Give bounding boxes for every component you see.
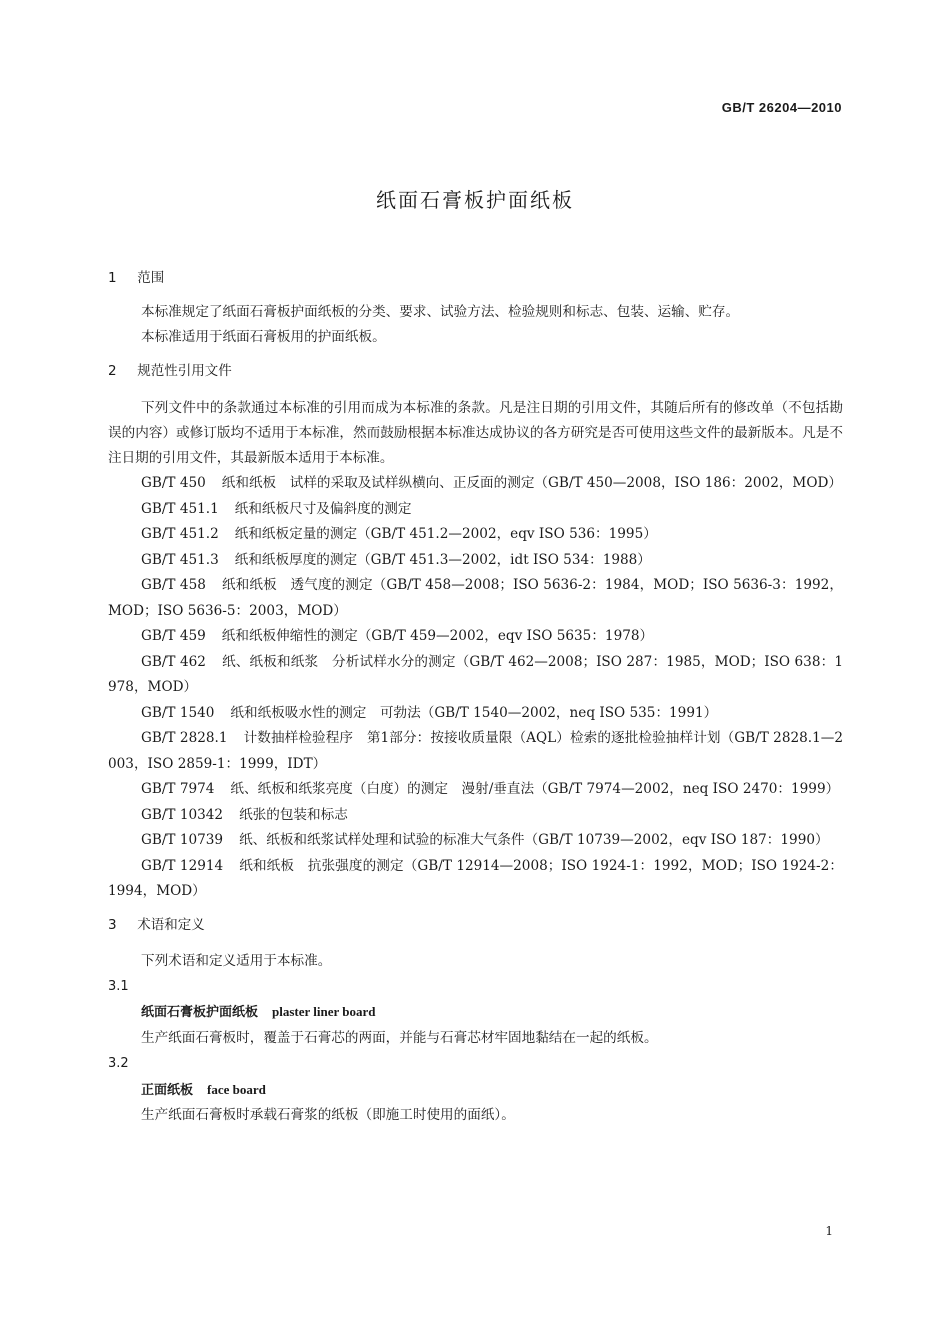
reference-text: 纸、纸板和纸浆亮度（白度）的测定 漫射/垂直法（GB/T 7974—2002，neq ISO 2470：1999） <box>230 781 840 797</box>
standard-code: GB/T 26204—2010 <box>721 100 842 115</box>
reference-code: GB/T 2828.1 <box>141 730 228 746</box>
reference-text: 纸和纸板 抗张强度的测定（GB/T 12914—2008；ISO 1924-1：1992，MOD；ISO 1924-2：1994，MOD） <box>108 857 843 899</box>
section-1-heading <box>108 268 843 288</box>
reference-text: 纸和纸板吸水性的测定 可勃法（GB/T 1540—2002，neq ISO 535：1991） <box>230 704 718 721</box>
reference-code: GB/T 451.1 <box>141 500 219 517</box>
reference-item <box>108 548 843 574</box>
reference-item <box>108 854 843 905</box>
reference-text: 纸和纸板尺寸及偏斜度的测定 <box>234 500 412 517</box>
references-intro: 下列文件中的条款通过本标准的引用而成为本标准的条款。凡是注日期的引用文件，其随后所有的修改单（不包括勘误的内容）或修订版均不适用于本标准，然而鼓励根据本标准达成协议的各方研究是否可使用这些文件的最新版本。凡是不注日期的引用文件，其最新版本适用于本标准。 <box>108 400 843 466</box>
reference-item <box>108 650 843 701</box>
term-name-cn: 纸面石膏板护面纸板 <box>141 1005 259 1020</box>
reference-text: 纸和纸板定量的测定（GB/T 451.2—2002，eqv ISO 536：1995） <box>234 526 657 542</box>
term-definition: 生产纸面石膏板时，覆盖于石膏芯的两面，并能与石膏芯材牢固地黏结在一起的纸板。 <box>141 1029 658 1046</box>
reference-code: GB/T 7974 <box>141 781 215 797</box>
reference-code: GB/T 10342 <box>141 806 224 823</box>
document-title: 纸面石膏板护面纸板 <box>376 188 574 212</box>
reference-item <box>108 573 843 624</box>
terms-intro: 下列术语和定义适用于本标准。 <box>141 952 332 969</box>
term-name-cn: 正面纸板 <box>141 1082 194 1098</box>
reference-item <box>108 522 843 548</box>
section-title: 规范性引用文件 <box>137 363 232 379</box>
reference-text: 计数抽样检验程序 第1部分：按接收质量限（AQL）检索的逐批检验抽样计划（GB/T 2828.1—2003，ISO 2859-1：1999，IDT） <box>108 730 843 772</box>
reference-item <box>108 471 843 497</box>
reference-item <box>108 701 843 727</box>
reference-code: GB/T 459 <box>141 628 206 644</box>
term-name-en: face board <box>207 1081 266 1097</box>
reference-code: GB/T 462 <box>141 653 206 670</box>
reference-item <box>108 624 843 650</box>
reference-code: GB/T 12914 <box>141 857 224 874</box>
reference-text: 纸和纸板厚度的测定（GB/T 451.3—2002，idt ISO 534：1988） <box>234 551 651 568</box>
reference-text: 纸和纸板伸缩性的测定（GB/T 459—2002，eqv ISO 5635：1978） <box>221 628 654 644</box>
reference-item <box>108 828 843 854</box>
reference-text: 纸、纸板和纸浆试样处理和试验的标准大气条件（GB/T 10739—2002，eqv ISO 187：1990） <box>239 832 829 848</box>
term-number: 3.1 <box>108 978 129 994</box>
reference-code: GB/T 451.3 <box>141 551 219 568</box>
reference-text: 纸张的包装和标志 <box>239 806 348 823</box>
document-body <box>108 268 843 1129</box>
reference-code: GB/T 1540 <box>141 704 215 721</box>
reference-text: 纸和纸板 试样的采取及试样纵横向、正反面的测定（GB/T 450—2008，ISO 186：2002，MOD） <box>221 475 842 491</box>
term-name-en: plaster liner board <box>272 1004 376 1019</box>
reference-item <box>108 777 843 803</box>
term-name <box>141 1077 843 1104</box>
reference-item <box>108 726 843 777</box>
section-3-heading <box>108 915 843 935</box>
reference-text: 纸和纸板 透气度的测定（GB/T 458—2008；ISO 5636-2：1984，MOD；ISO 5636-3：1992，MOD；ISO 5636-5：2003，MOD） <box>108 577 844 619</box>
term-number: 3.2 <box>108 1056 129 1071</box>
page-number: 1 <box>825 1224 833 1238</box>
term-name <box>141 999 843 1026</box>
section-number: 3 <box>108 916 117 933</box>
section-number: 2 <box>108 363 117 379</box>
scope-paragraph: 本标准规定了纸面石膏板护面纸板的分类、要求、试验方法、检验规则和标志、包装、运输、贮存。 <box>141 304 740 320</box>
section-number: 1 <box>108 270 117 286</box>
section-title: 术语和定义 <box>137 916 205 933</box>
term-definition: 生产纸面石膏板时承载石膏浆的纸板（即施工时使用的面纸）。 <box>141 1107 515 1123</box>
reference-item <box>108 497 843 523</box>
scope-paragraph: 本标准适用于纸面石膏板用的护面纸板。 <box>141 329 386 345</box>
reference-code: GB/T 458 <box>141 577 206 593</box>
reference-code: GB/T 10739 <box>141 832 224 848</box>
reference-text: 纸、纸板和纸浆 分析试样水分的测定（GB/T 462—2008；ISO 287：1985，MOD；ISO 638：1978，MOD） <box>108 653 843 695</box>
reference-item <box>108 803 843 829</box>
section-2-heading <box>108 361 843 381</box>
reference-code: GB/T 450 <box>141 475 206 491</box>
section-title: 范围 <box>137 270 165 286</box>
reference-code: GB/T 451.2 <box>141 526 219 542</box>
